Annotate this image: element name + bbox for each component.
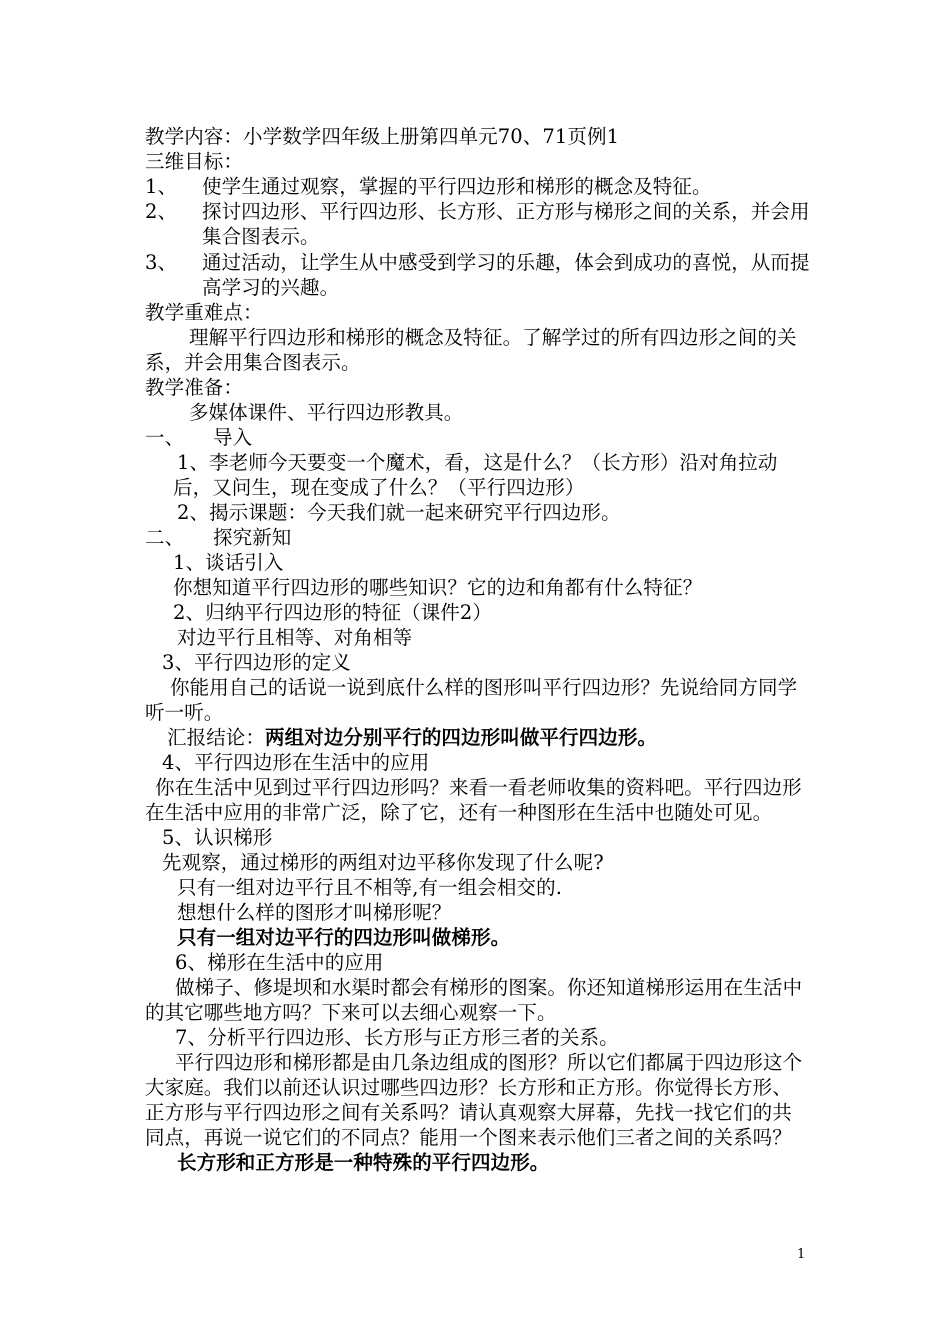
subsection-7-text: 平行四边形和梯形都是由几条边组成的图形？所以它们都属于四边形这个大家庭。我们以前还认识过哪些四边形？长方形和正方形。你觉得长方形、正方形与平行四边形之间有关系吗？请认真观察大屏幕，先找一找它们的共同点，再说一说它们的不同点？能用一个图来表示他们三者之间的关系吗？ [145, 1051, 803, 1149]
section-2-heading [145, 525, 810, 550]
subsection-5-text-2: 只有一组对边平行且不相等,有一组会相交的. [177, 876, 562, 899]
conclusion-text: 两组对边分别平行的四边形叫做平行四边形。 [265, 726, 658, 749]
goal-number: 3、 [145, 251, 178, 274]
subsection-3-conclusion [145, 725, 810, 750]
page-number: 1 [797, 1247, 806, 1262]
section-title: 探究新知 [213, 526, 292, 549]
goals-heading: 三维目标： [145, 150, 244, 173]
subsection-1-title: 1、谈话引入 [173, 551, 284, 574]
subsection-5-title: 5、认识梯形 [162, 826, 273, 849]
goal-number: 2、 [145, 200, 178, 223]
goal-number: 1、 [145, 175, 178, 198]
subsection-4-text: 你在生活中见到过平行四边形吗？来看一看老师收集的资料吧。平行四边形在生活中应用的非常广泛，除了它，还有一种图形在生活中也随处可见。 [145, 776, 802, 824]
subsection-2-text: 对边平行且相等、对角相等 [177, 626, 413, 649]
subsection-5-text-3: 想想什么样的图形才叫梯形呢？ [177, 901, 452, 924]
subsection-7-title: 7、分析平行四边形、长方形与正方形三者的关系。 [175, 1026, 619, 1049]
goal-item-2 [145, 199, 810, 249]
prep-heading: 教学准备： [145, 376, 244, 399]
subsection-4-title: 4、平行四边形在生活中的应用 [162, 751, 430, 774]
prep-text: 多媒体课件、平行四边形教具。 [189, 401, 464, 424]
subsection-5-conclusion: 只有一组对边平行的四边形叫做梯形。 [177, 926, 511, 949]
goal-item-3 [145, 250, 810, 300]
section-number: 二、 [145, 526, 185, 549]
subsection-6-text: 做梯子、修堤坝和水渠时都会有梯形的图案。你还知道梯形运用在生活中的其它哪些地方吗？下来可以去细心观察一下。 [145, 976, 803, 1024]
subsection-6-title: 6、梯形在生活中的应用 [175, 951, 384, 974]
section-title: 导入 [213, 426, 253, 449]
subsection-5-text-1: 先观察，通过梯形的两组对边平移你发现了什么呢? [162, 851, 604, 874]
subsection-3-title: 3、平行四边形的定义 [162, 651, 351, 674]
conclusion-label: 汇报结论： [167, 726, 266, 749]
goal-text: 使学生通过观察，掌握的平行四边形和梯形的概念及特征。 [202, 175, 712, 198]
section-number: 一、 [145, 426, 185, 449]
key-points-heading: 教学重难点： [145, 301, 263, 324]
key-points-text: 理解平行四边形和梯形的概念及特征。了解学过的所有四边形之间的关系，并会用集合图表示。 [145, 326, 797, 374]
content-line: 教学内容：小学数学四年级上册第四单元70、71页例1 [145, 125, 620, 148]
document-body [145, 124, 810, 1175]
subsection-1-text: 你想知道平行四边形的哪些知识？它的边和角都有什么特征？ [173, 576, 703, 599]
goal-item-1 [145, 174, 810, 199]
section-1-heading [145, 425, 810, 450]
section-1-paragraph-1: 1、李老师今天要变一个魔术，看，这是什么？（长方形）沿对角拉动后，又问生，现在变成了什么？（平行四边形） [173, 451, 778, 499]
subsection-3-text: 你能用自己的话说一说到底什么样的图形叫平行四边形？先说给同方同学听一听。 [145, 676, 798, 724]
goal-text: 通过活动，让学生从中感受到学习的乐趣，体会到成功的喜悦，从而提高学习的兴趣。 [202, 251, 810, 299]
subsection-2-title: 2、归纳平行四边形的特征（课件2） [173, 601, 493, 624]
goal-text: 探讨四边形、平行四边形、长方形、正方形与梯形之间的关系，并会用集合图表示。 [202, 200, 810, 248]
subsection-7-conclusion: 长方形和正方形是一种特殊的平行四边形。 [177, 1151, 550, 1174]
section-1-paragraph-2: 2、揭示课题：今天我们就一起来研究平行四边形。 [177, 501, 621, 524]
